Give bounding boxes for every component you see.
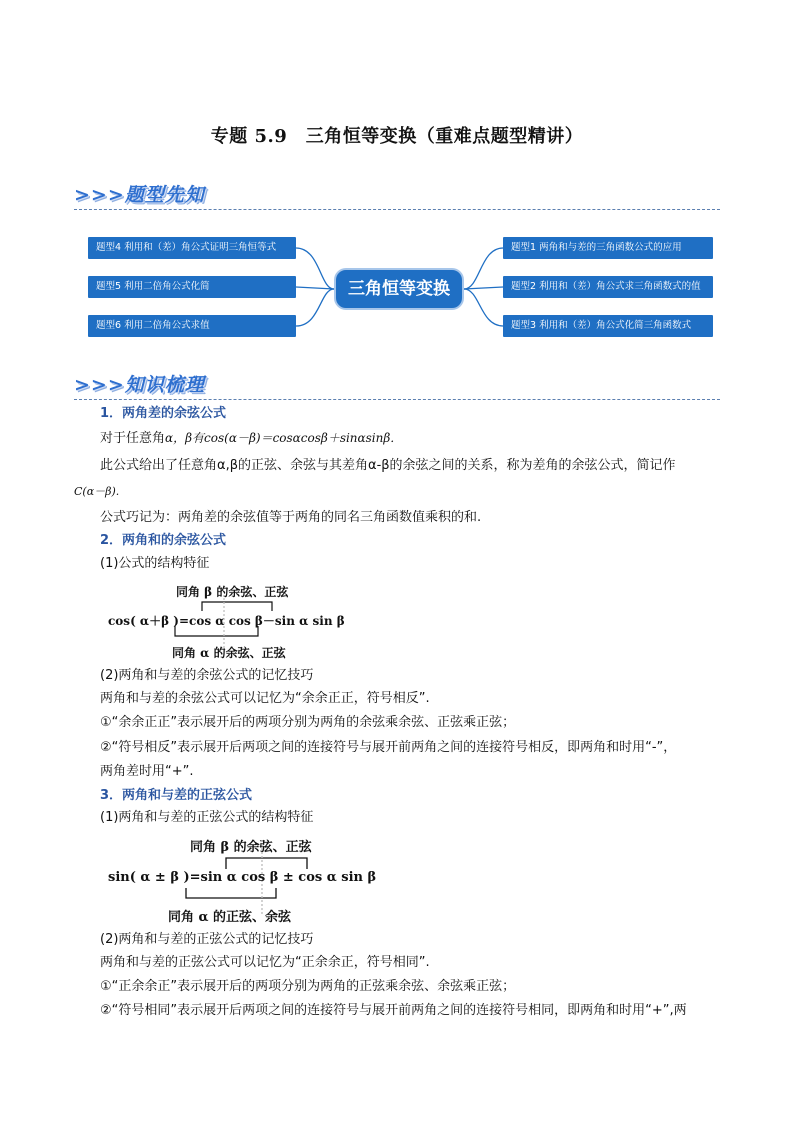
formula-notation: C(α－β). (74, 485, 120, 498)
paragraph: ①“余余正正”表示展开后的两项分别为两角的余弦乘余弦、正弦乘正弦； (100, 715, 516, 730)
paragraph: 公式巧记为：两角差的余弦值等于两角的同名三角函数值乘积的和. (100, 510, 482, 525)
mindmap-node-type6: 题型6 利用二倍角公式求值 (88, 315, 296, 337)
section-title: >>>题型先知 (74, 184, 205, 206)
paragraph: 两角差时用“+”. (100, 764, 194, 779)
figure-label-top: 同角 β 的余弦、正弦 (190, 840, 312, 855)
paragraph: (1)公式的结构特征 (100, 556, 210, 571)
mindmap-node-type2: 题型2 利用和（差）角公式求三角函数式的值 (503, 276, 713, 298)
heading-3: 3．两角和与差的正弦公式 (100, 788, 253, 803)
heading-1: 1．两角差的余弦公式 (100, 406, 227, 421)
paragraph: 两角和与差的余弦公式可以记忆为“余余正正，符号相反”. (100, 691, 430, 706)
text: 对于任意角 (100, 431, 166, 446)
mindmap-node-type1: 题型1 两角和与差的三角函数公式的应用 (503, 237, 713, 259)
figure-formula: cos( α＋β )=cos α cos β－sin α sin β (108, 614, 345, 628)
paragraph: ②“符号相同”表示展开后两项之间的连接符号与展开前两角之间的连接符号相同，即两角和时用“+”,两 (100, 1003, 687, 1018)
paragraph: 此公式给出了任意角α,β的正弦、余弦与其差角α-β的余弦之间的关系，称为差角的余弦公式，简记作 (100, 458, 676, 473)
page-title: 专题 5.9 三角恒等变换（重难点题型精讲） (210, 126, 584, 147)
paragraph: (2)两角和与差的正弦公式的记忆技巧 (100, 932, 314, 947)
section-title: >>>知识梳理 (74, 374, 205, 396)
mindmap-node-type5: 题型5 利用二倍角公式化简 (88, 276, 296, 298)
math-text: α，β有cos(α－β)＝cosαcosβ＋sinαsinβ． (165, 431, 403, 445)
paragraph: 两角和与差的正弦公式可以记忆为“正余余正，符号相同”. (100, 955, 430, 970)
mindmap-center: 三角恒等变换 (334, 268, 464, 310)
mindmap-node-type4: 题型4 利用和（差）角公式证明三角恒等式 (88, 237, 296, 259)
heading-2: 2．两角和的余弦公式 (100, 533, 227, 548)
paragraph: (2)两角和与差的余弦公式的记忆技巧 (100, 668, 314, 683)
paragraph: (1)两角和与差的正弦公式的结构特征 (100, 810, 314, 825)
paragraph: ②“符号相反”表示展开后两项之间的连接符号与展开前两角之间的连接符号相反，即两角和时用“-”， (100, 740, 677, 755)
figure-label-bottom: 同角 α 的余弦、正弦 (172, 646, 286, 660)
paragraph: ①“正余余正”表示展开后的两项分别为两角的正弦乘余弦、余弦乘正弦； (100, 979, 516, 994)
figure-label-top: 同角 β 的余弦、正弦 (176, 585, 289, 599)
figure-label-bottom: 同角 α 的正弦、余弦 (168, 910, 292, 925)
figure-formula: sin( α ± β )=sin α cos β ± cos α sin β (108, 870, 377, 885)
mindmap-node-type3: 题型3 利用和（差）角公式化简三角函数式 (503, 315, 713, 337)
